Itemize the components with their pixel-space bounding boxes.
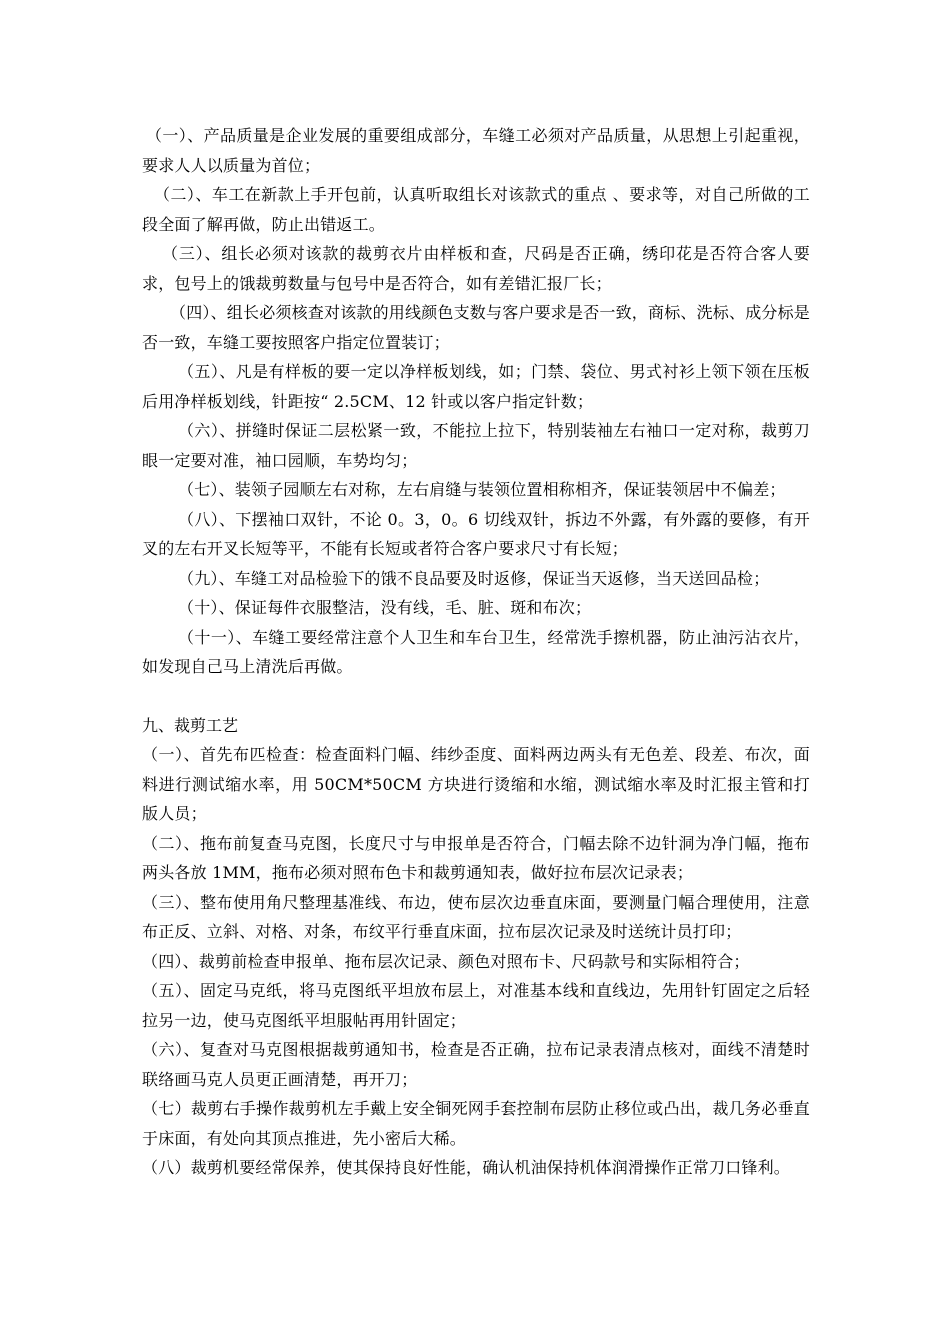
section9-item-4: （四）、裁剪前检查申报单、拖布层次记录、颜色对照布卡、尺码款号和实际相符合； <box>142 951 750 971</box>
section8-item-10: （十）、保证每件衣服整洁，没有线，毛、脏、斑和布次； <box>178 598 592 617</box>
section9-item-6: （六）、复查对马克图根据裁剪通知书，检查是否正确，拉布记录表清点核对，面线不清楚时联络画马克人员更正画清楚，再开刀； <box>142 1040 810 1089</box>
section9-item-1: （一）、首先布匹检查：检查面料门幅、纬纱歪度、面料两边两头有无色差、段差、布次，面料进行测试缩水率，用 50CM*50CM 方块进行烫缩和水缩，测试缩水率及时汇报主管和打版人员； <box>142 745 810 823</box>
section8-item-1: （一）、产品质量是企业发展的重要组成部分，车缝工必须对产品质量，从思想上引起重视，要求人人以质量为首位； <box>142 126 810 175</box>
section9-item-5: （五）、固定马克纸，将马克图纸平坦放布层上，对准基本线和直线边，先用针钉固定之后轻拉另一边，使马克图纸平坦服帖再用针固定； <box>142 981 810 1030</box>
section9-item-3: （三）、整布使用角尺整理基准线、布边，使布层次边垂直床面，要测量门幅合理使用，注意布正反、立斜、对格、对条，布纹平行垂直床面，拉布层次记录及时送统计员打印； <box>142 892 810 941</box>
section9-heading: 九、裁剪工艺 <box>142 715 239 735</box>
section8-item-6: （六）、拼缝时保证二层松紧一致，不能拉上拉下，特别装袖左右袖口一定对称，裁剪刀眼一定要对准，袖口园顺，车势均匀； <box>142 421 810 470</box>
section8-item-4: （四）、组长必须核查对该款的用线颜色支数与客户要求是否一致，商标、洗标、成分标是否一致，车缝工要按照客户指定位置装订； <box>142 303 811 352</box>
section8-item-2: （二）、车工在新款上手开包前，认真听取组长对该款式的重点 、要求等，对自己所做的工段全面了解再做，防止出错返工。 <box>142 185 810 234</box>
section8-item-9: （九）、车缝工对品检验下的饿不良品要及时返修，保证当天返修，当天送回品检； <box>178 568 770 588</box>
section8-item-5: （五）、凡是有样板的要一定以净样板划线，如；门禁、袋位、男式衬衫上领下领在压板后用净样板划线，针距按“ 2.5CM、12 针或以客户指定针数； <box>142 362 810 411</box>
section8-item-8: （八）、下摆袖口双针，不论 0。3，0。6 切线双针，拆边不外露，有外露的要修，有开叉的左右开叉长短等平，不能有长短或者符合客户要求尺寸有长短； <box>142 509 810 558</box>
section-spacer <box>142 682 810 711</box>
section9-item-8: （八）裁剪机要经常保养，使其保持良好性能，确认机油保持机体润滑操作正常刀口锋利。 <box>142 1158 791 1177</box>
section8-item-3: （三）、组长必须对该款的裁剪衣片由样板和查，尺码是否正确，绣印花是否符合客人要求，包号上的饿裁剪数量与包号中是否符合，如有差错汇报厂长； <box>142 244 810 293</box>
section9-item-7: （七）裁剪右手操作裁剪机左手戴上安全铜死网手套控制布层防止移位或凸出，裁几务必垂直于床面，有处向其顶点推进，先小密后大稀。 <box>142 1099 810 1148</box>
section8-item-7: （七）、装领子园顺左右对称，左右肩缝与装领位置相称相齐，保证装领居中不偏差； <box>178 480 786 499</box>
document-body <box>142 121 810 1183</box>
section9-item-2: （二）、拖布前复查马克图，长度尺寸与申报单是否符合，门幅去除不边针洞为净门幅，拖布两头各放 1MM，拖布必须对照布色卡和裁剪通知表，做好拉布层次记录表； <box>142 833 810 882</box>
section8-item-11: （十一）、车缝工要经常注意个人卫生和车台卫生，经常洗手擦机器，防止油污沾衣片，如发现自己马上清洗后再做。 <box>142 627 810 676</box>
